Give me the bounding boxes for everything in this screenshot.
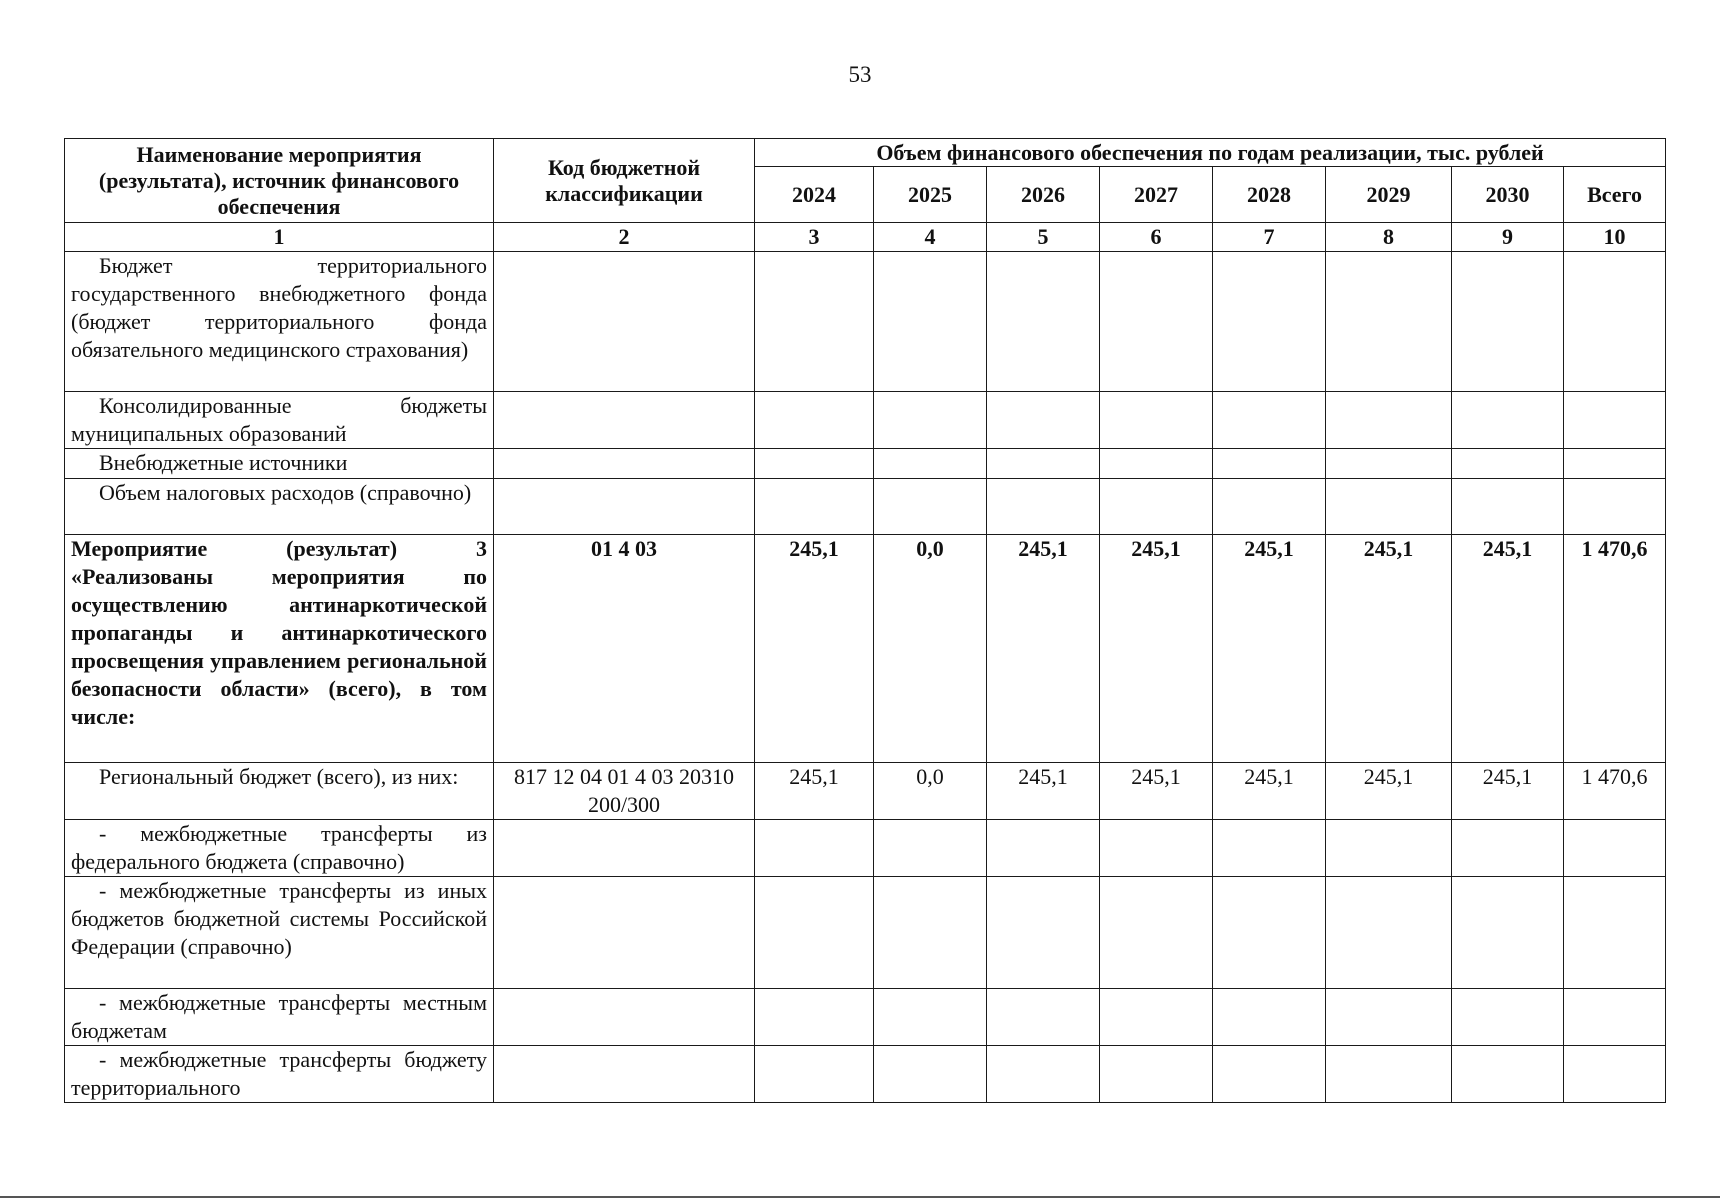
row-value <box>755 449 874 479</box>
row-name: Мероприятие (результат) 3 «Реализованы мероприятия по осуществлению антинаркотической пропаганды и антинаркотического просвещения управлением региональной безопасности области» (всего), в том числе: <box>65 535 494 763</box>
row-code <box>494 392 755 449</box>
row-value: 245,1 <box>1452 763 1564 820</box>
row-value <box>987 479 1100 535</box>
table-row <box>65 479 1666 535</box>
row-value <box>1100 820 1213 877</box>
column-number: 1 <box>65 223 494 252</box>
column-number: 3 <box>755 223 874 252</box>
row-value <box>1326 449 1452 479</box>
row-value <box>1564 392 1666 449</box>
row-value: 245,1 <box>1100 763 1213 820</box>
column-number: 9 <box>1452 223 1564 252</box>
row-code: 817 12 04 01 4 03 20310 200/300 <box>494 763 755 820</box>
row-name: Консолидированные бюджеты муниципальных образований <box>65 392 494 449</box>
row-value <box>1564 989 1666 1046</box>
row-value: 245,1 <box>755 763 874 820</box>
table-row <box>65 392 1666 449</box>
row-name: Объем налоговых расходов (справочно) <box>65 479 494 535</box>
row-value <box>755 989 874 1046</box>
header-name: Наименование мероприятия (результата), источник финансового обеспечения <box>65 139 494 223</box>
row-code <box>494 989 755 1046</box>
row-value <box>1213 989 1326 1046</box>
row-code <box>494 820 755 877</box>
row-value: 245,1 <box>987 763 1100 820</box>
row-value <box>1564 1046 1666 1103</box>
row-value <box>755 1046 874 1103</box>
row-value <box>874 989 987 1046</box>
row-code <box>494 252 755 392</box>
table-row <box>65 449 1666 479</box>
row-code <box>494 449 755 479</box>
header-year: 2026 <box>987 167 1100 223</box>
row-name: Внебюджетные источники <box>65 449 494 479</box>
row-value <box>1213 392 1326 449</box>
column-number: 5 <box>987 223 1100 252</box>
table-row <box>65 1046 1666 1103</box>
row-value <box>1213 252 1326 392</box>
page-bottom-rule <box>0 1196 1720 1198</box>
row-value <box>1326 392 1452 449</box>
row-value <box>755 252 874 392</box>
row-value <box>755 877 874 989</box>
row-value <box>1452 449 1564 479</box>
row-value: 245,1 <box>1452 535 1564 763</box>
row-value: 245,1 <box>987 535 1100 763</box>
row-value <box>1452 479 1564 535</box>
row-value <box>755 479 874 535</box>
row-value <box>1213 877 1326 989</box>
row-value <box>1100 479 1213 535</box>
table-row <box>65 877 1666 989</box>
row-value <box>1100 1046 1213 1103</box>
row-value <box>1326 877 1452 989</box>
row-code: 01 4 03 <box>494 535 755 763</box>
row-value <box>1213 479 1326 535</box>
row-value: 1 470,6 <box>1564 535 1666 763</box>
row-value <box>987 449 1100 479</box>
row-value <box>1100 252 1213 392</box>
row-value: 1 470,6 <box>1564 763 1666 820</box>
column-number: 8 <box>1326 223 1452 252</box>
row-value <box>1452 252 1564 392</box>
row-value: 245,1 <box>1213 535 1326 763</box>
row-value <box>1213 449 1326 479</box>
row-code <box>494 1046 755 1103</box>
row-value <box>874 877 987 989</box>
column-number: 6 <box>1100 223 1213 252</box>
table-row <box>65 535 1666 763</box>
row-value <box>987 252 1100 392</box>
column-number: 2 <box>494 223 755 252</box>
row-name: - межбюджетные трансферты из федерального бюджета (справочно) <box>65 820 494 877</box>
row-value <box>874 820 987 877</box>
row-value: 245,1 <box>1213 763 1326 820</box>
column-number: 4 <box>874 223 987 252</box>
row-value <box>755 820 874 877</box>
header-row-1 <box>65 139 1666 167</box>
header-year: 2030 <box>1452 167 1564 223</box>
row-value: 245,1 <box>1326 763 1452 820</box>
row-value <box>987 877 1100 989</box>
row-value <box>1326 1046 1452 1103</box>
row-value <box>1326 479 1452 535</box>
row-value <box>1100 877 1213 989</box>
column-number: 7 <box>1213 223 1326 252</box>
row-value <box>1564 449 1666 479</box>
row-value: 245,1 <box>1326 535 1452 763</box>
row-value <box>755 392 874 449</box>
page-number: 53 <box>848 62 872 87</box>
row-name: - межбюджетные трансферты местным бюджетам <box>65 989 494 1046</box>
financing-table <box>64 138 1666 1103</box>
row-name: Бюджет территориального государственного внебюджетного фонда (бюджет территориального фонда обязательного медицинского страхования) <box>65 252 494 392</box>
table-row <box>65 763 1666 820</box>
row-value <box>1564 877 1666 989</box>
row-value <box>1452 989 1564 1046</box>
header-volume: Объем финансового обеспечения по годам реализации, тыс. рублей <box>755 139 1666 167</box>
header-year: 2025 <box>874 167 987 223</box>
row-value <box>1326 820 1452 877</box>
column-numbers-row <box>65 223 1666 252</box>
table-row <box>65 252 1666 392</box>
header-year: 2029 <box>1326 167 1452 223</box>
column-number: 10 <box>1564 223 1666 252</box>
row-value <box>1452 820 1564 877</box>
row-value <box>1213 1046 1326 1103</box>
table-row <box>65 820 1666 877</box>
row-value <box>987 820 1100 877</box>
row-value <box>1100 392 1213 449</box>
header-total: Всего <box>1564 167 1666 223</box>
row-value <box>874 479 987 535</box>
row-value <box>1100 449 1213 479</box>
row-value <box>1452 392 1564 449</box>
row-value <box>874 252 987 392</box>
row-code <box>494 479 755 535</box>
table-row <box>65 989 1666 1046</box>
row-value: 0,0 <box>874 535 987 763</box>
header-year: 2024 <box>755 167 874 223</box>
row-value <box>1564 820 1666 877</box>
row-value: 245,1 <box>755 535 874 763</box>
row-value <box>1564 479 1666 535</box>
header-code: Код бюджетной классификации <box>494 139 755 223</box>
row-value <box>1100 989 1213 1046</box>
row-name: - межбюджетные трансферты бюджету территориального <box>65 1046 494 1103</box>
row-name: - межбюджетные трансферты из иных бюджетов бюджетной системы Российской Федерации (справочно) <box>65 877 494 989</box>
row-value: 245,1 <box>1100 535 1213 763</box>
header-year: 2028 <box>1213 167 1326 223</box>
row-value <box>1326 252 1452 392</box>
row-value: 0,0 <box>874 763 987 820</box>
row-code <box>494 877 755 989</box>
row-value <box>987 392 1100 449</box>
row-value <box>1452 1046 1564 1103</box>
row-value <box>874 1046 987 1103</box>
row-name: Региональный бюджет (всего), из них: <box>65 763 494 820</box>
row-value <box>874 449 987 479</box>
row-value <box>1564 252 1666 392</box>
row-value <box>1326 989 1452 1046</box>
header-year: 2027 <box>1100 167 1213 223</box>
row-value <box>987 989 1100 1046</box>
row-value <box>874 392 987 449</box>
row-value <box>1213 820 1326 877</box>
row-value <box>1452 877 1564 989</box>
row-value <box>987 1046 1100 1103</box>
